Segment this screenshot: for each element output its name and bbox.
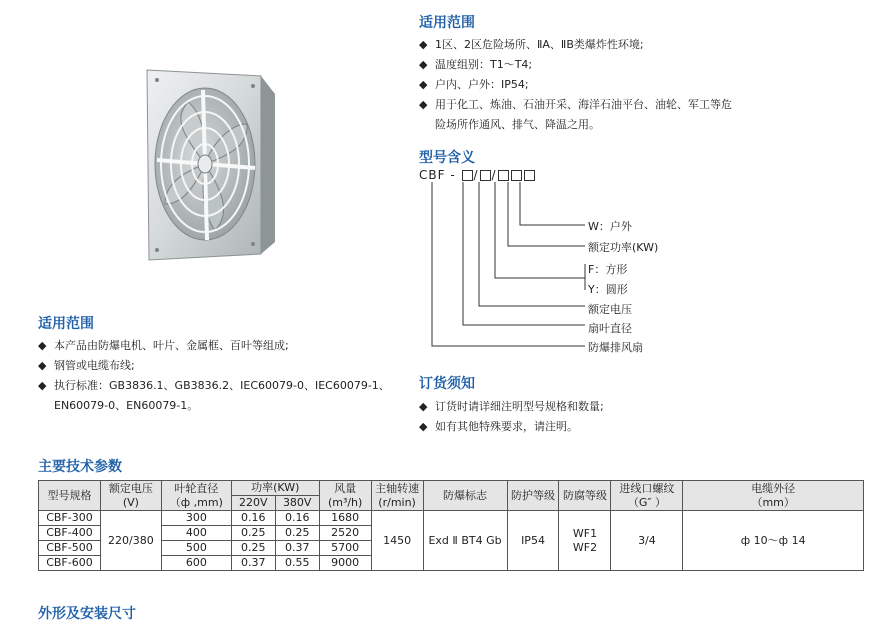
cell-airflow: 9000 [319,556,371,571]
cell-ip: IP54 [507,511,559,571]
cell-p220: 0.25 [231,541,275,556]
bullet-diamond-icon: ◆ [38,379,47,392]
table-row [39,511,864,526]
header-thread: 进线口螺纹 （G″ ） [611,481,683,511]
list-item-line: 险场所作通风、排气、降温之用。 [435,118,600,131]
spec-table [38,480,864,571]
cell-voltage: 220/380 [100,511,161,571]
cell-airflow: 1680 [319,511,371,526]
table-header-row [39,481,864,496]
dimensions-title: 外形及安装尺寸 [38,606,136,622]
bullet-diamond-icon: ◆ [38,359,47,372]
cell-p220: 0.16 [231,511,275,526]
cell-p220: 0.37 [231,556,275,571]
model-label-y: Y：圆形 [588,283,628,296]
cell-p380: 0.16 [275,511,319,526]
bullet-diamond-icon: ◆ [419,420,428,433]
scope-right-title: 适用范围 [419,15,475,31]
scope-left-title: 适用范围 [38,316,94,332]
model-label-diameter: 扇叶直径 [588,322,632,335]
list-item: ◆ 温度组别：T1～T4; [419,55,732,75]
scope-left-list [38,336,390,416]
header-model: 型号规格 [39,481,101,511]
header-p220: 220V [231,496,275,511]
header-anticorr: 防腐等级 [559,481,611,511]
cell-speed: 1450 [371,511,423,571]
model-label-power: 额定功率(KW) [588,241,659,254]
cell-p220: 0.25 [231,526,275,541]
header-cable: 电缆外径 （mm） [683,481,864,511]
model-code: CBF - / / [419,168,536,182]
header-exmark: 防爆标志 [423,481,507,511]
order-notes-title: 订货须知 [419,376,475,392]
bullet-diamond-icon: ◆ [419,38,428,51]
list-item: ◆ 户内、户外：IP54; [419,75,732,95]
model-label-w: W：户外 [588,220,632,233]
model-code-prefix: CBF - [419,168,456,182]
cell-model: CBF-600 [39,556,101,571]
cell-p380: 0.25 [275,526,319,541]
cell-anticorr: WF1 WF2 [559,511,611,571]
header-power: 功率(KW) [231,481,319,496]
model-meaning-lines [420,180,590,350]
model-meaning-title: 型号含义 [419,150,475,166]
bullet-diamond-icon: ◆ [419,400,428,413]
bullet-diamond-icon: ◆ [419,58,428,71]
list-item-line: 用于化工、炼油、石油开采、海洋石油平台、油轮、军工等危 [435,98,732,111]
order-notes-list [419,397,604,437]
cell-exmark: Exd Ⅱ BT4 Gb [423,511,507,571]
bullet-diamond-icon: ◆ [419,78,428,91]
list-item: ◆ 如有其他特殊要求，请注明。 [419,417,604,437]
list-item: ◆ 本产品由防爆电机、叶片、金属框、百叶等组成; [38,336,390,356]
scope-right-list [419,35,732,135]
cell-impeller: 500 [161,541,231,556]
cell-impeller: 400 [161,526,231,541]
fan-product-image [143,64,279,264]
cell-thread: 3/4 [611,511,683,571]
model-label-name: 防爆排风扇 [588,341,643,354]
header-speed: 主轴转速 (r/min) [371,481,423,511]
cell-cable: ф 10～ф 14 [683,511,864,571]
cell-p380: 0.55 [275,556,319,571]
list-item [419,95,732,135]
header-impeller: 叶轮直径 （ф ,mm) [161,481,231,511]
cell-model: CBF-300 [39,511,101,526]
header-airflow: 风量 (m³/h) [319,481,371,511]
bullet-diamond-icon: ◆ [419,98,428,111]
list-item: ◆ 订货时请详细注明型号规格和数量; [419,397,604,417]
cell-model: CBF-400 [39,526,101,541]
list-item-line: EN60079-0、EN60079-1。 [54,399,199,412]
spec-title: 主要技术参数 [38,459,122,475]
list-item: ◆ 钢管或电缆布线; [38,356,390,376]
header-ip: 防护等级 [507,481,559,511]
model-label-voltage: 额定电压 [588,303,632,316]
cell-impeller: 600 [161,556,231,571]
header-p380: 380V [275,496,319,511]
bullet-diamond-icon: ◆ [38,339,47,352]
list-item [38,376,390,416]
list-item-line: 执行标准：GB3836.1、GB3836.2、IEC60079-0、IEC60079-1、 [54,379,390,392]
cell-airflow: 2520 [319,526,371,541]
header-voltage: 额定电压 (V) [100,481,161,511]
cell-airflow: 5700 [319,541,371,556]
model-label-f: F：方形 [588,263,628,276]
cell-p380: 0.37 [275,541,319,556]
cell-model: CBF-500 [39,541,101,556]
list-item: ◆ 1区、2区危险场所、ⅡA、ⅡB类爆炸性环境; [419,35,732,55]
cell-impeller: 300 [161,511,231,526]
